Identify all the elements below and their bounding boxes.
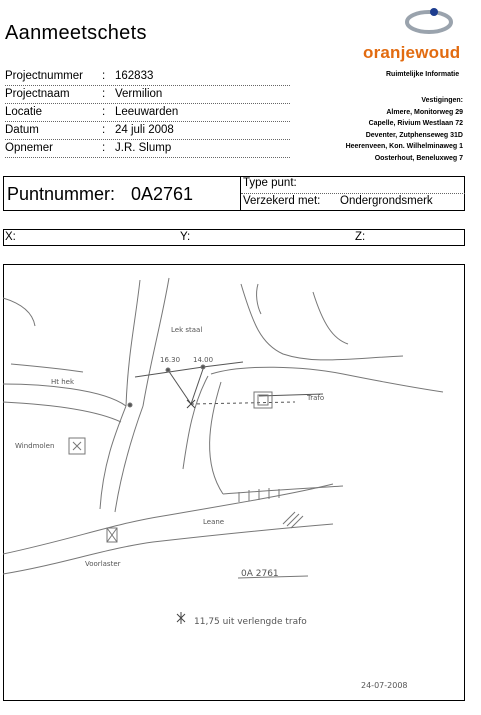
- trafo-symbol: [258, 395, 268, 405]
- info-value: 24 juli 2008: [115, 124, 174, 136]
- info-value: Vermilion: [115, 88, 163, 100]
- office-line: Capelle, Rivium Westlaan 72: [368, 120, 463, 128]
- measure-dot: [201, 365, 205, 369]
- road-line: [115, 406, 143, 512]
- office-line: Oosterhout, Beneluxweg 7: [374, 154, 463, 162]
- type-punt-label: Type punt:: [243, 177, 297, 189]
- road-line: [211, 367, 443, 392]
- logo-text: oranjewoud: [363, 43, 461, 62]
- office-line: Almere, Monitorweg 29: [386, 108, 463, 116]
- road-line: [257, 284, 261, 314]
- info-label: Locatie: [5, 106, 43, 118]
- info-value: J.R. Slump: [115, 142, 172, 154]
- info-colon: :: [102, 106, 106, 118]
- verzekerd-value: Ondergrondsmerk: [340, 195, 433, 207]
- label-point-code: 0A 2761: [241, 569, 279, 579]
- info-row-datum: [5, 122, 290, 140]
- info-row-projectnaam: [5, 86, 290, 104]
- road-line: [3, 484, 333, 554]
- road-line: [3, 524, 333, 574]
- y-label: Y:: [180, 231, 191, 243]
- measure-dot: [128, 403, 132, 407]
- road-line: [210, 382, 223, 494]
- coordinates-box: [3, 229, 465, 246]
- road-line: [126, 280, 140, 406]
- label-voorlaster: Voorlaster: [85, 560, 121, 568]
- z-label: Z:: [355, 231, 366, 243]
- info-row-projectnummer: [5, 68, 290, 86]
- label-windmolen: Windmolen: [15, 442, 55, 450]
- road-line: [100, 406, 126, 509]
- label-distance-2: 14.00: [193, 356, 214, 364]
- tagline: Ruimtelijke Informatie: [386, 71, 460, 78]
- windmolen-cross: [73, 442, 81, 450]
- info-colon: :: [102, 88, 106, 100]
- hatch: [283, 512, 303, 528]
- info-value: Leeuwarden: [115, 106, 179, 118]
- measure-dot: [166, 368, 170, 372]
- label-ht-hek: Ht hek: [51, 378, 75, 386]
- office-line: Heerenveen, Kon. Wilhelminaweg 1: [345, 143, 463, 151]
- road-line: [11, 364, 83, 372]
- asterisk-symbol: [177, 612, 185, 624]
- x-label: X:: [5, 231, 16, 243]
- road-line: [313, 292, 348, 344]
- measure-line: [191, 402, 295, 404]
- office-heading: Vestigingen:: [421, 97, 463, 104]
- type-punt-line: [241, 193, 465, 194]
- road-line: [241, 284, 403, 360]
- office-list: [346, 95, 463, 165]
- road-line: [3, 298, 35, 326]
- label-distance-1: 16.30: [160, 356, 181, 364]
- page-title: Aanmeetschets: [5, 22, 147, 44]
- info-label: Opnemer: [5, 142, 53, 154]
- road-line: [223, 486, 343, 494]
- label-date: 24-07-2008: [361, 681, 408, 690]
- info-row-opnemer: [5, 140, 290, 158]
- point-number-label: Puntnummer:: [7, 184, 116, 204]
- info-value: 162833: [115, 70, 154, 82]
- label-trafo: Trafo: [307, 394, 325, 402]
- info-colon: :: [102, 70, 106, 82]
- label-leane: Leane: [203, 518, 225, 526]
- office-line: Deventer, Zutphenseweg 31D: [365, 131, 463, 139]
- info-colon: :: [102, 142, 106, 154]
- info-row-locatie: [5, 104, 290, 122]
- info-label: Datum: [5, 124, 39, 136]
- voorlaster-cross: [107, 528, 117, 542]
- road-line: [3, 402, 121, 422]
- label-lek-staal: Lek staal: [171, 326, 203, 334]
- road-line: [143, 278, 169, 406]
- sketch-drawing: [3, 264, 465, 701]
- verzekerd-label: Verzekerd met:: [243, 195, 321, 207]
- label-note: 11,75 uit verlengde trafo: [194, 617, 307, 627]
- info-label: Projectnaam: [5, 88, 70, 100]
- point-number-value: 0A2761: [131, 184, 194, 204]
- trafo-symbol: [254, 392, 272, 408]
- info-label: Projectnummer: [5, 70, 83, 82]
- info-colon: :: [102, 124, 106, 136]
